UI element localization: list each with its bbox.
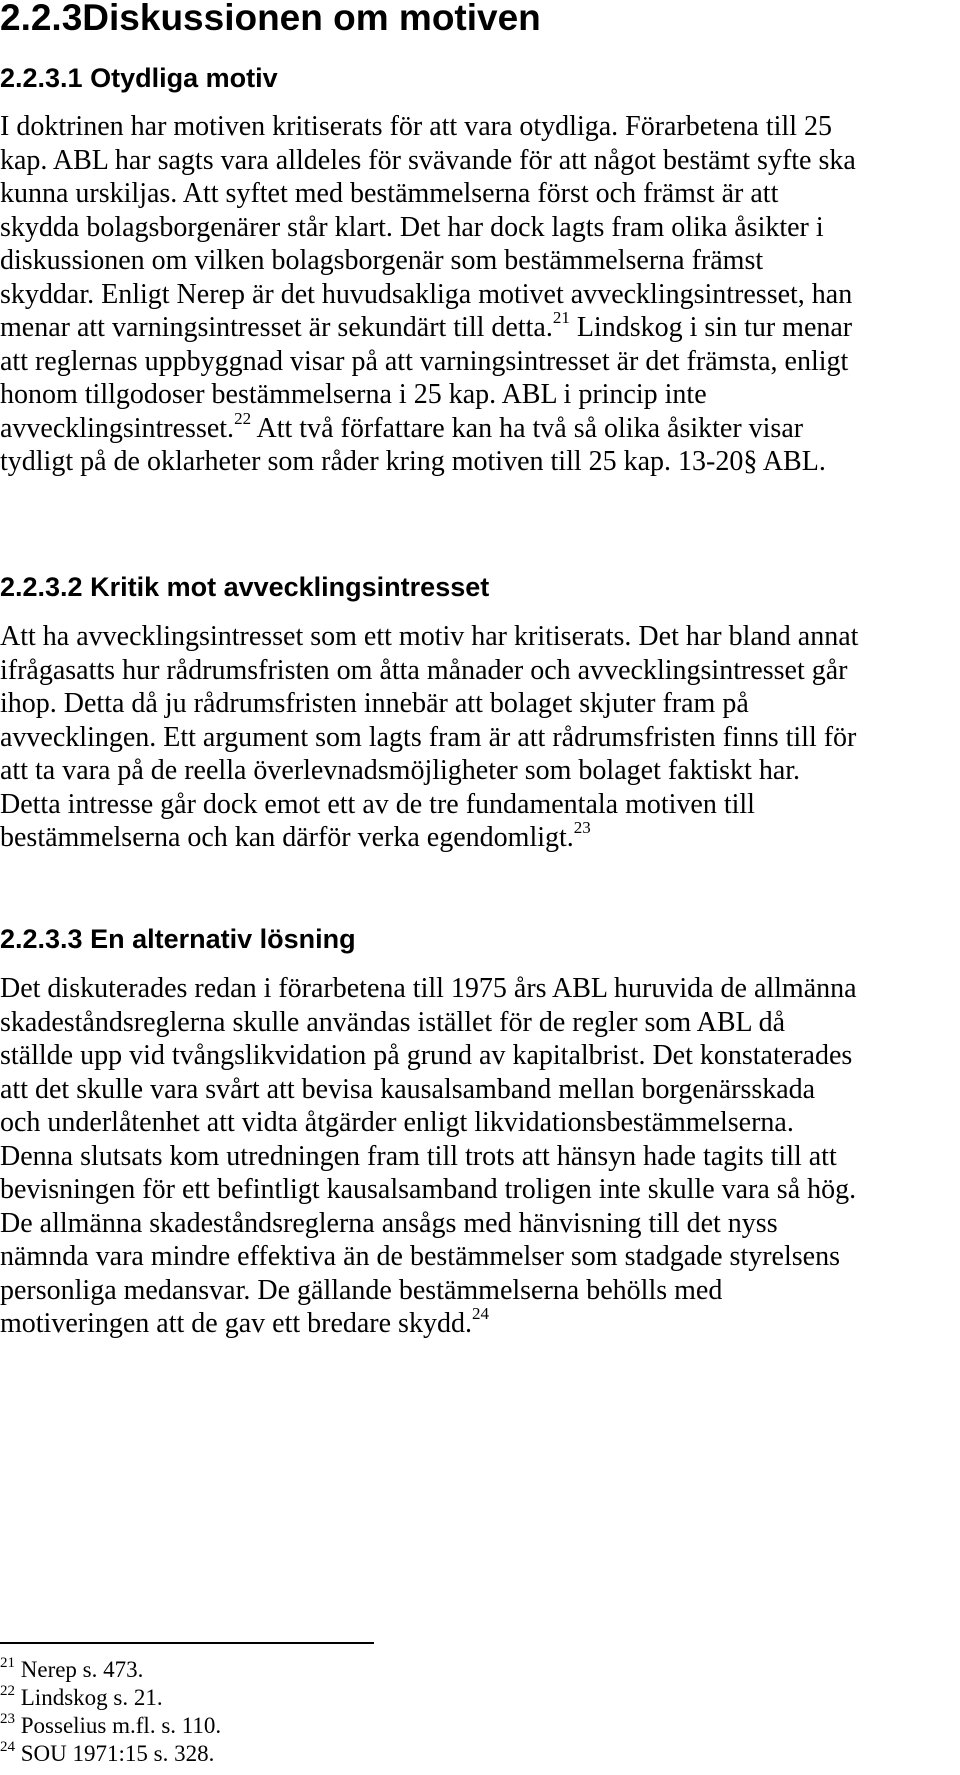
footnote-number: 24 xyxy=(0,1739,15,1755)
text-segment: motiveringen att de gav ett bredare skydd. xyxy=(0,1308,472,1339)
subsection-heading-kritik: 2.2.3.2 Kritik mot avvecklingsintresset xyxy=(0,572,490,602)
footnote-22 xyxy=(0,1684,163,1712)
text-line: honom tillgodoser bestämmelserna i 25 kap. ABL i princip inte xyxy=(0,379,707,410)
section-title: 2.2.3Diskussionen om motiven xyxy=(0,0,541,38)
footnote-text: Lindskog s. 21. xyxy=(15,1685,163,1710)
text-line: Denna slutsats kom utredningen fram till trots att hänsyn hade tagits till att xyxy=(0,1140,837,1172)
footnote-ref-24: 24 xyxy=(471,1304,489,1323)
text-line: Det diskuterades redan i förarbetena till 1975 års ABL huruvida de allmänna xyxy=(0,973,857,1004)
text-line: personliga medansvar. De gällande bestämmelserna behölls med xyxy=(0,1274,723,1306)
text-segment: menar att varningsintresset är sekundärt till detta. xyxy=(0,312,553,343)
subsection-heading-alternativ: 2.2.3.3 En alternativ lösning xyxy=(0,924,356,954)
text-segment: bestämmelserna och kan därför verka egendomligt. xyxy=(0,822,574,853)
subsection-heading-otydliga-motiv: 2.2.3.1 Otydliga motiv xyxy=(0,63,278,93)
text-line: diskussionen om vilken bolagsborgenär som bestämmelserna främst xyxy=(0,245,764,276)
text-line: I doktrinen har motiven kritiserats för att vara otydliga. Förarbetena till 25 xyxy=(0,111,832,142)
text-line: att det skulle vara svårt att bevisa kausalsamband mellan borgenärsskada xyxy=(0,1073,816,1105)
text-segment: Lindskog i sin tur menar xyxy=(569,312,853,343)
text-line: tydligt på de oklarheter som råder kring motiven till 25 kap. 13-20§ ABL. xyxy=(0,446,826,477)
footnote-text: Posselius m.fl. s. 110. xyxy=(15,1713,222,1738)
text-line: skyddar. Enligt Nerep är det huvudsakliga motivet avvecklingsintresset, han xyxy=(0,278,853,310)
text-line: att ta vara på de reella överlevnadsmöjligheter som bolaget faktiskt har. xyxy=(0,755,801,786)
text-line: att reglernas uppbyggnad visar på att varningsintresset är det främsta, enligt xyxy=(0,345,849,377)
footnote-number: 23 xyxy=(0,1711,15,1727)
text-line: ihop. Detta då ju rådrumsfristen innebär att bolaget skjuter fram på xyxy=(0,688,749,719)
paragraph-kritik xyxy=(0,620,960,855)
text-line: ställde upp vid tvångslikvidation på grund av kapitalbrist. Det konstaterades xyxy=(0,1040,853,1071)
text-line: Detta intresse går dock emot ett av de tre fundamentala motiven till xyxy=(0,788,755,820)
footnote-number: 21 xyxy=(0,1655,15,1671)
text-line: ifrågasatts hur rådrumsfristen om åtta månader och avvecklingsintresset går xyxy=(0,654,848,686)
footnote-ref-23: 23 xyxy=(573,818,591,837)
text-line: kap. ABL har sagts vara alldeles för svävande för att något bestämt syfte ska xyxy=(0,144,856,176)
text-line: avvecklingen. Ett argument som lagts fram är att rådrumsfristen finns till för xyxy=(0,721,857,753)
footnote-23 xyxy=(0,1712,221,1740)
text-line: kunna urskiljas. Att syftet med bestämmelserna först och främst är att xyxy=(0,178,779,209)
text-segment: avvecklingsintresset. xyxy=(0,412,235,444)
text-line xyxy=(0,818,960,855)
text-line: och underlåtenhet att vidta åtgärder enligt likvidationsbestämmelserna. xyxy=(0,1107,794,1138)
footnote-ref-21: 21 xyxy=(552,308,570,327)
footnote-text: SOU 1971:15 s. 328. xyxy=(15,1741,215,1766)
text-line xyxy=(0,408,960,446)
text-line: skydda bolagsborgenärer står klart. Det har dock lagts fram olika åsikter i xyxy=(0,211,824,243)
text-segment: Att två författare kan ha två så olika åsikter visar xyxy=(251,412,804,444)
text-line: De allmänna skadeståndsreglerna ansågs med hänvisning till det nyss xyxy=(0,1207,778,1239)
footnote-21 xyxy=(0,1656,143,1684)
text-line: skadeståndsreglerna skulle användas istället för de regler som ABL då xyxy=(0,1006,786,1038)
text-line xyxy=(0,1304,960,1341)
footnote-24 xyxy=(0,1740,214,1768)
footnote-ref-22: 22 xyxy=(234,408,252,428)
footnote-number: 22 xyxy=(0,1683,15,1699)
footnote-text: Nerep s. 473. xyxy=(15,1657,144,1682)
text-line: bevisningen för ett befintligt kausalsamband troligen inte skulle vara så hög. xyxy=(0,1174,857,1205)
text-line xyxy=(0,308,960,345)
text-line: Att ha avvecklingsintresset som ett motiv har kritiserats. Det har bland annat xyxy=(0,621,859,652)
text-line: nämnda vara mindre effektiva än de bestämmelser som stadgade styrelsens xyxy=(0,1241,840,1272)
footnote-separator xyxy=(0,1642,374,1644)
paragraph-otydliga-motiv xyxy=(0,110,960,479)
paragraph-alternativ xyxy=(0,972,960,1341)
